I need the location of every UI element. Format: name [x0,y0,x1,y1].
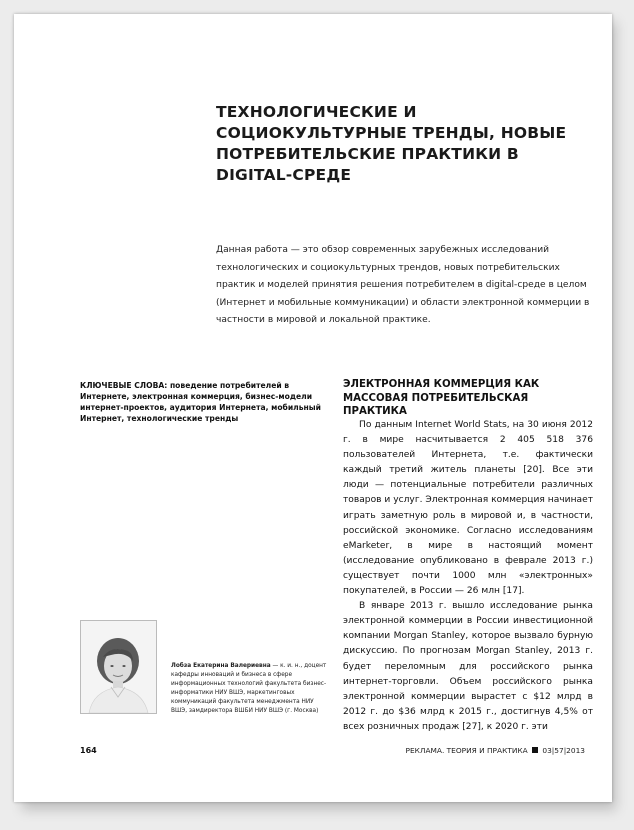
keywords-block [80,380,325,424]
article-abstract: Данная работа — это обзор современных зарубежных исследований технологических и социокультурных трендов, новых потребительских практик и моделей принятия решения потребителем в digital-среде в целом (Интернет и мобильные коммуникации) и области электронной коммерции в частности в мировой и локальной практике. [216,245,590,325]
journal-issue: 03|57|2013 [542,746,585,755]
journal-name: РЕКЛАМА. ТЕОРИЯ И ПРАКТИКА [405,746,528,755]
author-photo [80,620,157,714]
square-bullet-icon [532,747,538,753]
document-page [14,14,612,802]
author-info [171,662,331,716]
journal-footer [406,746,585,755]
article-title: ТЕХНОЛОГИЧЕСКИЕ И СОЦИОКУЛЬТУРНЫЕ ТРЕНДЫ, НОВЫЕ ПОТРЕБИТЕЛЬСКИЕ ПРАКТИКИ В DIGITAL-СРЕДЕ [216,103,567,184]
section-body [343,418,593,735]
page-number: 164 [80,746,97,755]
body-paragraph: По данным Internet World Stats, на 30 июня 2012 г. в мире насчитывается 2 405 518 376 пользователей Интернета, т.е. фактически каждый третий житель планеты [20]. Все эти люди — потенциальные потребители различных товаров и услуг. Электронная коммерция начинает играть заметную роль в мировой и, в частности, российской экономике. Согласно исследованиям eMarketer, в мире в настоящий момент (исследование опубликовано в феврале 2013 г.) существует почти 1000 млн «электронных» покупателей, в России — 26 млн [17]. [343,420,593,597]
keywords-label: КЛЮЧЕВЫЕ СЛОВА: [80,381,168,390]
section-heading: ЭЛЕКТРОННАЯ КОММЕРЦИЯ КАК МАССОВАЯ ПОТРЕБИТЕЛЬСКАЯ ПРАКТИКА [343,379,540,417]
keywords-text: поведение потребителей в Интернете, электронная коммерция, бизнес-модели интернет-проектов, аудитория Интернета, мобильный Интернет, технологические тренды [80,381,321,423]
body-paragraph: В январе 2013 г. вышло исследование рынка электронной коммерции в России инвестиционной компании Morgan Stanley, которое вызвало бурную дискуссию. По прогнозам Morgan Stanley, 2013 г. будет переломным для российского рынка интернет-торговли. Объем российского рынка электронной коммерции вырастет с $12 млрд в 2012 г. до $36 млрд к 2015 г., достигнув 4,5% от всех розничных продаж [27], к 2020 г. эти [343,601,593,732]
author-portrait-image [81,621,156,713]
author-bio: — к. и. н., доцент кафедры инноваций и бизнеса в сфере информационных технологий факультета бизнес-информатики НИУ ВШЭ, маркетинговых коммуникаций факультета менеджмента НИУ ВШЭ, замдиректора ВШБИ НИУ ВШЭ (г. Москва) [171,663,327,714]
author-name: Лобза Екатерина Валериевна [171,663,271,669]
